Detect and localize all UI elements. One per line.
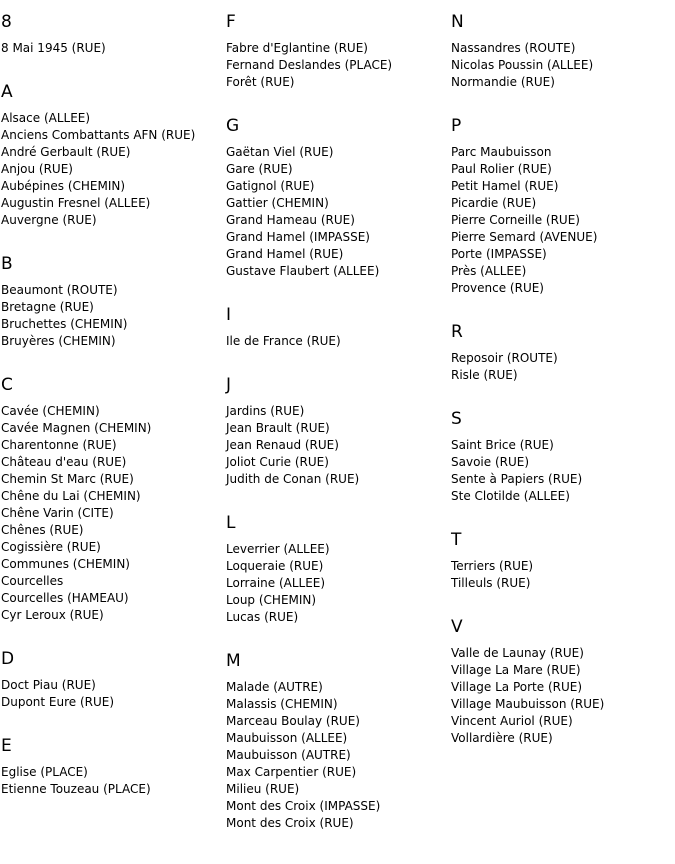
street-link[interactable]: Vincent Auriol (RUE) — [451, 714, 573, 728]
street-link[interactable]: Communes (CHEMIN) — [1, 557, 130, 571]
street-list — [226, 403, 448, 488]
street-link[interactable]: Dupont Eure (RUE) — [1, 695, 115, 709]
street-list — [451, 40, 673, 91]
street-link[interactable]: Courcelles (HAMEAU) — [1, 591, 129, 605]
letter-section — [1, 254, 223, 350]
letter-section — [226, 12, 448, 91]
street-link[interactable]: Gattier (CHEMIN) — [226, 196, 329, 210]
section-letter-heading: I — [226, 305, 232, 325]
letter-section — [451, 116, 673, 297]
street-link[interactable]: Grand Hamel (RUE) — [226, 247, 344, 261]
street-link[interactable]: Malassis (CHEMIN) — [226, 697, 338, 711]
letter-section — [1, 736, 223, 798]
street-link[interactable]: Valle de Launay (RUE) — [451, 646, 584, 660]
street-link[interactable]: Vollardière (RUE) — [451, 731, 553, 745]
section-letter-heading: R — [451, 322, 463, 342]
street-link[interactable]: Risle (RUE) — [451, 368, 518, 382]
street-link[interactable]: Saint Brice (RUE) — [451, 438, 554, 452]
street-link[interactable]: Loqueraie (RUE) — [226, 559, 324, 573]
street-link[interactable]: Ile de France (RUE) — [226, 334, 341, 348]
street-link[interactable]: Reposoir (ROUTE) — [451, 351, 558, 365]
street-link[interactable]: Pierre Corneille (RUE) — [451, 213, 580, 227]
letter-section — [451, 530, 673, 592]
section-letter-heading: V — [451, 617, 463, 637]
letter-section — [1, 82, 223, 229]
street-list — [451, 144, 673, 297]
street-link[interactable]: Etienne Touzeau (PLACE) — [1, 782, 151, 796]
street-link[interactable]: Beaumont (ROUTE) — [1, 283, 118, 297]
letter-section — [226, 513, 448, 626]
street-link[interactable]: Normandie (RUE) — [451, 75, 555, 89]
street-index-column-3 — [451, 0, 673, 747]
street-list — [1, 764, 223, 798]
street-link[interactable]: Max Carpentier (RUE) — [226, 765, 357, 779]
street-link[interactable]: Aubépines (CHEMIN) — [1, 179, 126, 193]
street-link[interactable]: Joliot Curie (RUE) — [226, 455, 329, 469]
section-letter-heading: T — [451, 530, 462, 550]
letter-section — [226, 116, 448, 280]
street-link[interactable]: Village La Mare (RUE) — [451, 663, 581, 677]
street-list — [1, 403, 223, 624]
street-link[interactable]: Paul Rolier (RUE) — [451, 162, 552, 176]
street-link[interactable]: Provence (RUE) — [451, 281, 544, 295]
street-link[interactable]: Courcelles — [1, 574, 64, 588]
street-list — [226, 333, 448, 350]
street-link[interactable]: Grand Hamel (IMPASSE) — [226, 230, 370, 244]
street-link[interactable]: Savoie (RUE) — [451, 455, 530, 469]
street-link[interactable]: Forêt (RUE) — [226, 75, 295, 89]
street-link[interactable]: Chênes (RUE) — [1, 523, 84, 537]
street-link[interactable]: Bretagne (RUE) — [1, 300, 94, 314]
street-list — [1, 110, 223, 229]
street-link[interactable]: Village Maubuisson (RUE) — [451, 697, 605, 711]
street-list — [226, 541, 448, 626]
letter-section — [451, 409, 673, 505]
letter-section — [451, 322, 673, 384]
section-letter-heading: B — [1, 254, 13, 274]
letter-section — [1, 649, 223, 711]
street-link[interactable]: Nicolas Poussin (ALLEE) — [451, 58, 594, 72]
section-letter-heading: 8 — [1, 12, 12, 32]
street-link[interactable]: Auvergne (RUE) — [1, 213, 97, 227]
street-link[interactable]: Gatignol (RUE) — [226, 179, 315, 193]
section-letter-heading: L — [226, 513, 236, 533]
street-list — [1, 40, 223, 57]
street-link[interactable]: 8 Mai 1945 (RUE) — [1, 41, 106, 55]
section-letter-heading: N — [451, 12, 464, 32]
street-link[interactable]: Milieu (RUE) — [226, 782, 300, 796]
section-letter-heading: M — [226, 651, 241, 671]
street-list — [451, 350, 673, 384]
street-link[interactable]: Malade (AUTRE) — [226, 680, 323, 694]
street-link[interactable]: Gaëtan Viel (RUE) — [226, 145, 334, 159]
street-link[interactable]: Leverrier (ALLEE) — [226, 542, 330, 556]
section-letter-heading: J — [226, 375, 232, 395]
street-link[interactable]: Petit Hamel (RUE) — [451, 179, 559, 193]
street-link[interactable]: Anjou (RUE) — [1, 162, 73, 176]
street-link[interactable]: Mont des Croix (IMPASSE) — [226, 799, 381, 813]
section-letter-heading: C — [1, 375, 13, 395]
street-list — [451, 645, 673, 747]
section-letter-heading: S — [451, 409, 462, 429]
street-link[interactable]: Maubuisson (AUTRE) — [226, 748, 351, 762]
street-link[interactable]: Cavée (CHEMIN) — [1, 404, 100, 418]
section-letter-heading: E — [1, 736, 12, 756]
street-link[interactable]: Alsace (ALLEE) — [1, 111, 91, 125]
street-link[interactable]: Gare (RUE) — [226, 162, 293, 176]
street-link[interactable]: Cyr Leroux (RUE) — [1, 608, 104, 622]
street-link[interactable]: Lucas (RUE) — [226, 610, 299, 624]
street-list — [1, 282, 223, 350]
street-link[interactable]: Chêne du Lai (CHEMIN) — [1, 489, 141, 503]
street-link[interactable]: Eglise (PLACE) — [1, 765, 88, 779]
street-index-column-1 — [1, 0, 223, 798]
section-letter-heading: P — [451, 116, 462, 136]
street-link[interactable]: Village La Porte (RUE) — [451, 680, 583, 694]
street-link[interactable]: Fernand Deslandes (PLACE) — [226, 58, 393, 72]
street-list — [226, 144, 448, 280]
street-link[interactable]: Parc Maubuisson — [451, 145, 552, 159]
section-letter-heading: G — [226, 116, 240, 136]
street-link[interactable]: Sente à Papiers (RUE) — [451, 472, 583, 486]
letter-section — [226, 305, 448, 350]
street-link[interactable]: Bruchettes (CHEMIN) — [1, 317, 128, 331]
street-link[interactable]: Maubuisson (ALLEE) — [226, 731, 348, 745]
street-link[interactable]: Mont des Croix (RUE) — [226, 816, 354, 830]
street-link[interactable]: Grand Hameau (RUE) — [226, 213, 355, 227]
street-link[interactable]: Pierre Semard (AVENUE) — [451, 230, 598, 244]
street-link[interactable]: Nassandres (ROUTE) — [451, 41, 576, 55]
letter-section — [451, 12, 673, 91]
letter-section — [1, 12, 223, 57]
letter-section — [226, 651, 448, 832]
street-link[interactable]: Lorraine (ALLEE) — [226, 576, 326, 590]
street-link[interactable]: Cogissière (RUE) — [1, 540, 101, 554]
section-letter-heading: F — [226, 12, 236, 32]
street-link[interactable]: Chêne Varin (CITE) — [1, 506, 114, 520]
street-link[interactable]: Charentonne (RUE) — [1, 438, 117, 452]
street-link[interactable]: Ste Clotilde (ALLEE) — [451, 489, 570, 503]
street-link[interactable]: Gustave Flaubert (ALLEE) — [226, 264, 380, 278]
street-link[interactable]: Picardie (RUE) — [451, 196, 537, 210]
street-link[interactable]: Chemin St Marc (RUE) — [1, 472, 134, 486]
street-link[interactable]: Marceau Boulay (RUE) — [226, 714, 360, 728]
street-link[interactable]: Château d'eau (RUE) — [1, 455, 127, 469]
street-link[interactable]: Tilleuls (RUE) — [451, 576, 531, 590]
street-link[interactable]: Judith de Conan (RUE) — [226, 472, 360, 486]
street-link[interactable]: Bruyères (CHEMIN) — [1, 334, 116, 348]
street-link[interactable]: Jardins (RUE) — [226, 404, 305, 418]
letter-section — [451, 617, 673, 747]
street-list — [451, 437, 673, 505]
letter-section — [1, 375, 223, 624]
street-list — [451, 558, 673, 592]
section-letter-heading: D — [1, 649, 15, 669]
street-link[interactable]: Cavée Magnen (CHEMIN) — [1, 421, 152, 435]
street-link[interactable]: Augustin Fresnel (ALLEE) — [1, 196, 151, 210]
street-link[interactable]: Loup (CHEMIN) — [226, 593, 317, 607]
street-list — [226, 40, 448, 91]
street-link[interactable]: Doct Piau (RUE) — [1, 678, 96, 692]
letter-section — [226, 375, 448, 488]
street-link[interactable]: Jean Renaud (RUE) — [226, 438, 339, 452]
street-list — [1, 677, 223, 711]
street-link[interactable]: Jean Brault (RUE) — [226, 421, 330, 435]
street-index-column-2 — [226, 0, 448, 832]
street-link[interactable]: Porte (IMPASSE) — [451, 247, 547, 261]
street-link[interactable]: Fabre d'Eglantine (RUE) — [226, 41, 368, 55]
street-list — [226, 679, 448, 832]
street-link[interactable]: Terriers (RUE) — [451, 559, 534, 573]
section-letter-heading: A — [1, 82, 13, 102]
street-link[interactable]: Anciens Combattants AFN (RUE) — [1, 128, 196, 142]
street-link[interactable]: Près (ALLEE) — [451, 264, 527, 278]
street-link[interactable]: André Gerbault (RUE) — [1, 145, 131, 159]
